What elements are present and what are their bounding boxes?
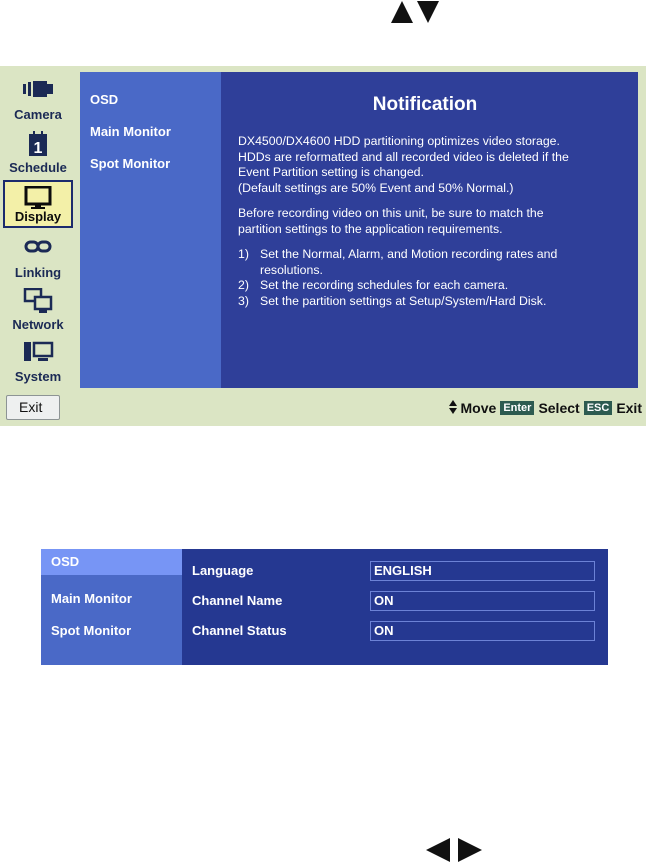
step-text: Set the Normal, Alarm, and Motion recording rates and bbox=[260, 247, 558, 261]
up-down-arrows-icon bbox=[391, 1, 441, 23]
setting-row-language bbox=[192, 561, 596, 581]
language-field[interactable]: ENGLISH bbox=[370, 561, 595, 581]
submenu-item-osd[interactable]: OSD bbox=[41, 549, 182, 575]
category-display[interactable] bbox=[3, 180, 73, 228]
notification-title: Notification bbox=[372, 94, 478, 115]
exit-button[interactable]: Exit bbox=[6, 395, 60, 420]
notification-line: (Default settings are 50% Event and 50% Normal.) bbox=[238, 180, 514, 195]
enter-key-badge: Enter bbox=[500, 401, 534, 415]
notification-line: Event Partition setting is changed. bbox=[238, 165, 424, 179]
category-system[interactable] bbox=[3, 336, 73, 386]
submenu-item-spot-monitor[interactable]: Spot Monitor bbox=[51, 623, 132, 638]
notification-paragraph bbox=[238, 134, 624, 196]
updown-icon bbox=[449, 400, 457, 417]
category-label: Camera bbox=[14, 107, 62, 122]
notification-body bbox=[238, 134, 624, 309]
submenu-item-main-monitor[interactable]: Main Monitor bbox=[51, 591, 132, 606]
category-linking[interactable] bbox=[3, 232, 73, 282]
notification-line: DX4500/DX4600 HDD partitioning optimizes video storage. bbox=[238, 134, 560, 148]
link-icon bbox=[3, 236, 73, 262]
setup-window bbox=[0, 66, 646, 426]
notification-line: HDDs are reformatted and all recorded video is deleted if the bbox=[238, 149, 569, 164]
osd-settings-panel bbox=[41, 549, 608, 665]
submenu-item-osd[interactable]: OSD bbox=[90, 92, 119, 107]
move-hint-label: Move bbox=[460, 400, 497, 416]
display-submenu bbox=[80, 72, 221, 388]
setting-label: Channel Status bbox=[192, 623, 287, 638]
svg-text:1: 1 bbox=[33, 140, 43, 157]
step-number: 1) bbox=[238, 247, 249, 261]
submenu-item-spot-monitor[interactable]: Spot Monitor bbox=[90, 156, 171, 171]
category-label: System bbox=[14, 369, 62, 384]
channel-status-field[interactable]: ON bbox=[370, 621, 595, 641]
category-label: Network bbox=[12, 317, 64, 332]
step-text: resolutions. bbox=[260, 262, 323, 277]
category-sidebar bbox=[0, 66, 80, 388]
step-item bbox=[238, 278, 624, 294]
step-number: 3) bbox=[238, 293, 249, 308]
key-hints bbox=[449, 398, 642, 418]
notification-paragraph bbox=[238, 206, 624, 237]
step-item bbox=[238, 294, 624, 310]
submenu-item-main-monitor[interactable]: Main Monitor bbox=[90, 124, 171, 139]
step-text: Set the recording schedules for each camera. bbox=[260, 278, 509, 292]
osd-submenu bbox=[41, 549, 182, 665]
system-icon bbox=[3, 340, 73, 366]
step-item bbox=[238, 247, 624, 278]
category-label: Linking bbox=[14, 265, 62, 280]
category-camera[interactable] bbox=[3, 74, 73, 124]
category-label: Schedule bbox=[9, 160, 67, 175]
esc-key-badge: ESC bbox=[584, 401, 613, 415]
step-text: Set the partition settings at Setup/System/Hard Disk. bbox=[260, 293, 547, 308]
exit-hint-label: Exit bbox=[616, 400, 642, 416]
step-number: 2) bbox=[238, 278, 249, 292]
network-icon bbox=[3, 288, 73, 314]
channel-name-field[interactable]: ON bbox=[370, 591, 595, 611]
setting-row-channel-status bbox=[192, 621, 596, 641]
notification-panel bbox=[221, 72, 638, 388]
left-right-arrows-icon bbox=[426, 838, 482, 862]
notification-line: Before recording video on this unit, be sure to match the bbox=[238, 206, 544, 220]
steps-list bbox=[238, 247, 624, 309]
notification-line: partition settings to the application requirements. bbox=[238, 221, 503, 236]
category-label: Display bbox=[14, 209, 62, 224]
setting-row-channel-name bbox=[192, 591, 596, 611]
setting-label: Channel Name bbox=[192, 593, 283, 608]
category-schedule[interactable] bbox=[3, 127, 73, 177]
select-hint-label: Select bbox=[538, 400, 580, 416]
setting-label: Language bbox=[192, 563, 254, 578]
camera-icon bbox=[3, 78, 73, 104]
calendar-icon bbox=[3, 131, 73, 157]
category-network[interactable] bbox=[3, 284, 73, 334]
